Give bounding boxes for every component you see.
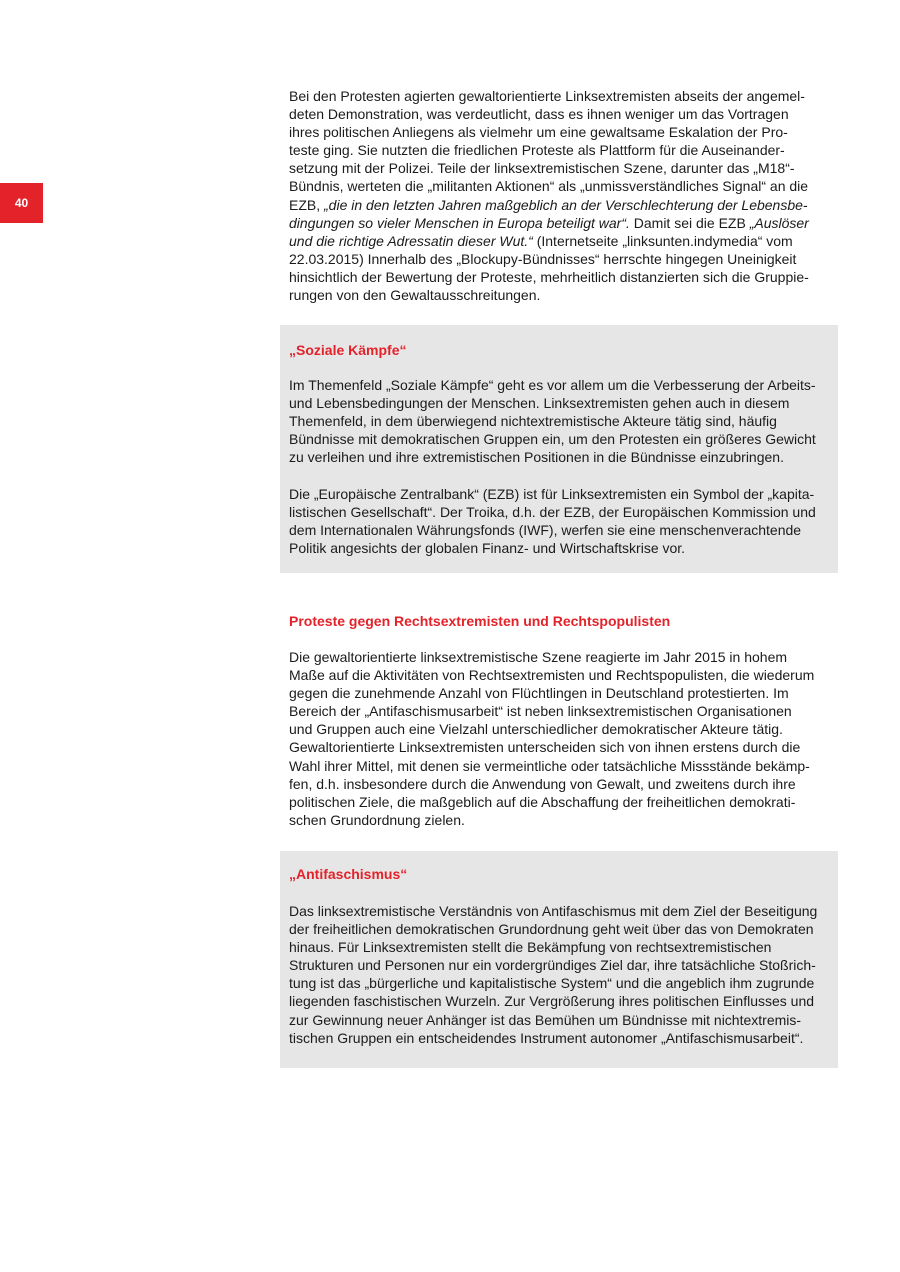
text-line: hinsichtlich der Bewertung der Proteste, mehrheitlich distanzierten sich die Gruppie- [289,268,809,285]
text-line [289,232,834,250]
proteste-paragraph [289,648,834,829]
text-line: schen Grundordnung zielen. [289,811,465,828]
soziale-kaempfe-paragraph-2 [289,485,834,557]
text-line: deten Demonstration, was verdeutlicht, dass es ihnen weniger um das Vortragen [289,106,789,123]
text-line: setzung mit der Polizei. Teile der linksextremistischen Szene, darunter das „M18“- [289,160,795,177]
text-line: Wahl ihrer Mittel, mit denen sie vermeintliche oder tatsächliche Missstände bekämp- [289,757,810,774]
text-line: liegenden faschistischen Wurzeln. Zur Vergrößerung ihres politischen Einflusses und [289,993,815,1010]
text-line: dem Internationalen Währungsfonds (IWF), werfen sie eine menschenverachtende [289,522,802,539]
text-line: Bündnis, werteten die „militanten Aktionen“ als „unmissverständliches Signal“ an die [289,178,809,195]
text-run: (Internetseite „linksunten.indymedia“ vom [532,232,793,249]
text-line [289,196,834,214]
antifaschismus-paragraph [289,902,834,1047]
text-line: Die gewaltorientierte linksextremistische Szene reagierte im Jahr 2015 in hohem [289,649,788,665]
text-line: zu verleihen und ihre extremistischen Positionen in die Bündnisse einzubringen. [289,449,784,466]
text-line: rungen von den Gewaltausschreitungen. [289,287,541,304]
text-line [289,214,834,232]
text-line: 22.03.2015) Innerhalb des „Blockupy-Bündnisses“ herrschte hingegen Uneinigkeit [289,250,797,267]
text-line: listischen Gesellschaft“. Der Troika, d.h. der EZB, der Europäischen Kommission und [289,504,816,521]
proteste-heading: Proteste gegen Rechtsextremisten und Rechtspopulisten [289,613,671,629]
text-line: teste ging. Sie nutzten die friedlichen Proteste als Plattform für die Auseinander- [289,142,785,159]
text-line: und Lebensbedingungen der Menschen. Linksextremisten gehen auch in diesem [289,395,790,412]
antifaschismus-heading: „Antifaschismus“ [289,866,408,882]
text-line: Maße auf die Aktivitäten von Rechtsextremisten und Rechtspopulisten, die wiederum [289,667,815,684]
quote-italic: und die richtige Adressatin dieser Wut.“ [289,232,533,249]
quote-italic: „Auslöser [749,214,809,231]
text-line: Bereich der „Antifaschismusarbeit“ ist neben linksextremistischen Organisationen [289,703,792,720]
page-number: 40 [0,183,43,223]
quote-italic: dingungen so vieler Menschen in Europa beteiligt war“. [289,214,630,231]
text-line: der freiheitlichen demokratischen Grundordnung geht weit über das von Demokraten [289,921,814,938]
text-run: Damit sei die EZB [629,214,750,231]
text-line: Bündnisse mit demokratischen Gruppen ein, um den Protesten ein größeres Gewicht [289,431,816,448]
text-line: Im Themenfeld „Soziale Kämpfe“ geht es vor allem um die Verbesserung der Arbeits- [289,377,816,393]
text-line: hinaus. Für Linksextremisten stellt die Bekämpfung von rechtsextremistischen [289,939,772,956]
text-line: Politik angesichts der globalen Finanz- und Wirtschaftskrise vor. [289,540,686,557]
soziale-kaempfe-paragraph-1 [289,376,834,466]
text-line: tischen Gruppen ein entscheidendes Instrument autonomer „Antifaschismusarbeit“. [289,1029,804,1046]
text-line: ihres politischen Anliegens als vielmehr um eine gewaltsame Eskalation der Pro- [289,124,788,141]
text-line: tung ist das „bürgerliche und kapitalistische System“ und die angeblich ihm zugrunde [289,975,815,992]
text-line: fen, d.h. insbesondere durch die Anwendung von Gewalt, und zweitens durch ihre [289,775,796,792]
text-line: Gewaltorientierte Linksextremisten unterscheiden sich von ihnen erstens durch die [289,739,801,756]
text-line: zur Gewinnung neuer Anhänger ist das Bemühen um Bündnisse mit nichtextremis- [289,1011,802,1028]
text-line: Themenfeld, in dem überwiegend nichtextremistische Akteure tätig sind, häufig [289,413,777,430]
text-line: Die „Europäische Zentralbank“ (EZB) ist für Linksextremisten ein Symbol der „kapita- [289,486,815,502]
text-line: gegen die zunehmende Anzahl von Flüchtlingen in Deutschland protestierten. Im [289,685,789,702]
text-line: Das linksextremistische Verständnis von Antifaschismus mit dem Ziel der Beseitigung [289,903,818,919]
quote-italic: „die in den letzten Jahren maßgeblich an der Verschlechterung der Lebensbe- [324,196,808,213]
text-line: politischen Ziele, die maßgeblich auf die Abschaffung der freiheitlichen demokrati- [289,793,796,810]
text-line: Strukturen und Personen nur ein vordergründiges Ziel dar, ihre tatsächliche Stoßrich- [289,957,816,974]
intro-paragraph [289,87,834,304]
soziale-kaempfe-heading: „Soziale Kämpfe“ [289,342,407,358]
text-line: und Gruppen auch eine Vielzahl unterschiedlicher demokratischer Akteure tätig. [289,721,783,738]
text-run: EZB, [289,196,325,213]
text-line: Bei den Protesten agierten gewaltorientierte Linksextremisten abseits der angemel- [289,88,805,104]
